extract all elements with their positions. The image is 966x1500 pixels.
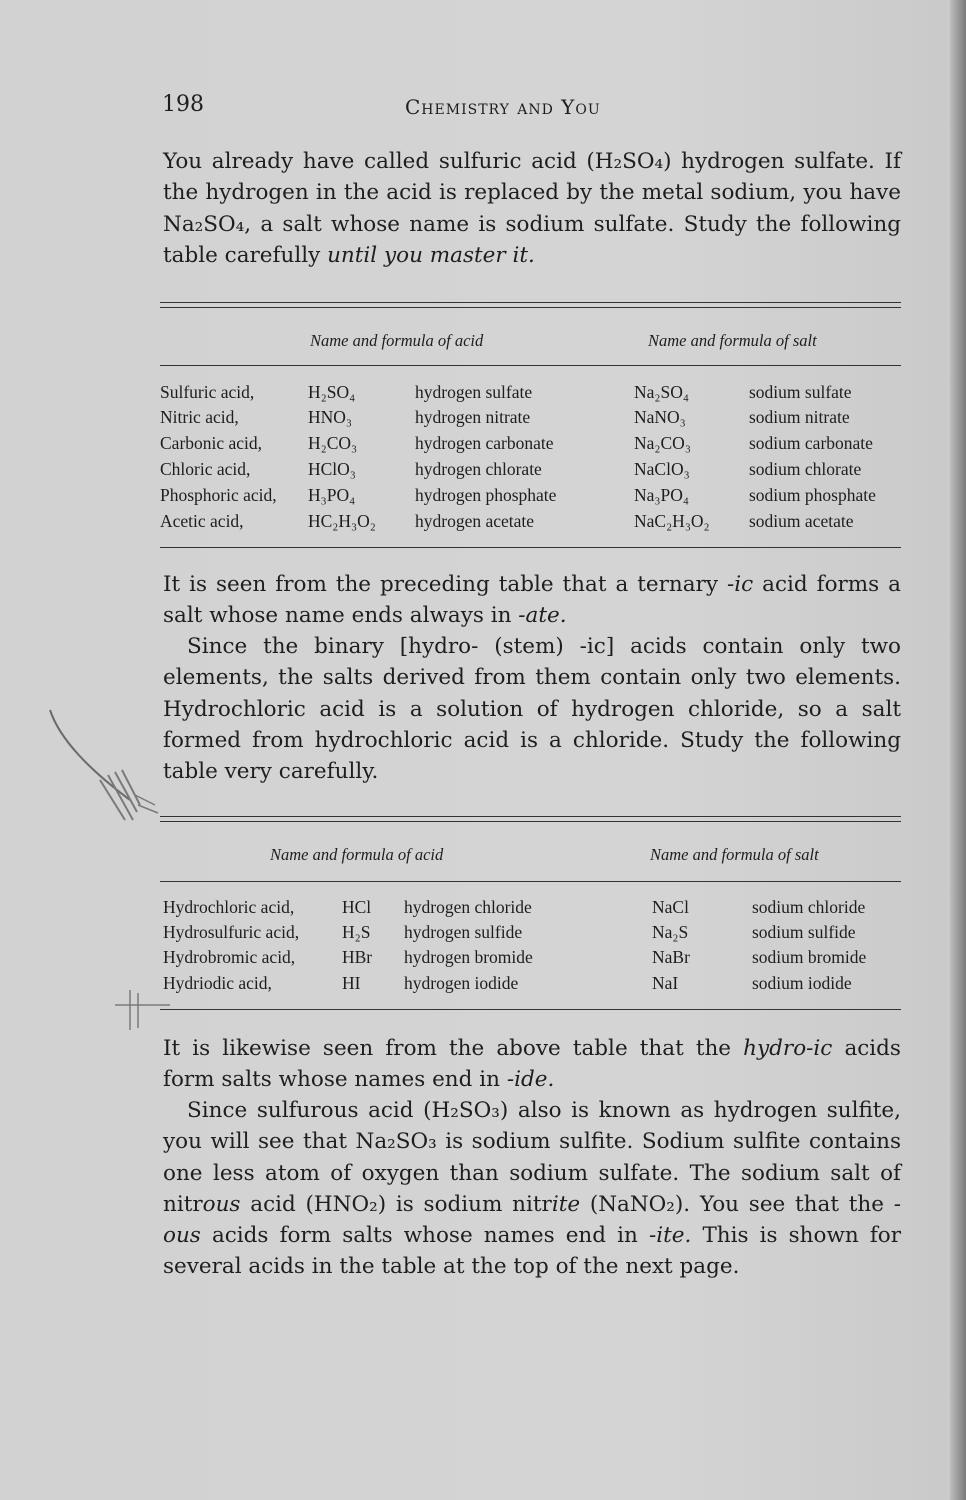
table2-salt-name: sodium chloride	[752, 897, 866, 917]
table1-salt-formula: Na₃PO₄	[634, 485, 689, 505]
term-hydro-ic: hydro-ic	[743, 1036, 833, 1061]
table1-salt-name: sodium sulfate	[749, 382, 852, 402]
page-edge-shadow	[950, 0, 966, 1500]
paragraph-hydro-ic-text-b: acids form salts whose names end in	[163, 1036, 901, 1093]
table2-acid: Hydrosulfuric acid,	[163, 922, 300, 942]
table1-header-acid: Name and formula of acid	[310, 331, 484, 350]
table2-header-rule	[160, 881, 901, 882]
paragraph-hydro-ic	[163, 1033, 901, 1096]
table1-header-salt: Name and formula of salt	[648, 331, 817, 350]
table1-formula: H₂SO₄	[308, 382, 356, 402]
table1-bottom-rule	[160, 547, 901, 548]
paragraph-ous-acids	[163, 1095, 901, 1283]
table2-salt-formula: NaI	[652, 973, 679, 993]
table2-formula: HCl	[342, 897, 372, 917]
table1-salt-name: sodium chlorate	[749, 459, 862, 479]
table1-salt-formula: NaC₂H₃O₂	[634, 511, 710, 531]
table1-salt-formula: Na₂SO₄	[634, 382, 689, 402]
table1-formula: HC₂H₃O₂	[308, 511, 376, 531]
suffix-ite: ite	[551, 1191, 581, 1217]
suffix-ide: -ide.	[506, 1067, 555, 1093]
table1-acid: Carbonic acid,	[160, 433, 263, 453]
paragraph-binary: Since the binary [hydro- (stem) -ic] acids contain only two elements, the salts derived from them contain only two elements. Hydrochloric acid is a solution of hydrogen chloride, so a salt formed from hydrochloric acid is a chloride. Study the following table very carefully.	[163, 634, 901, 785]
table1-acid: Phosphoric acid,	[160, 485, 277, 505]
table1-salt-name: sodium nitrate	[749, 407, 850, 427]
suffix-ate: -ate.	[518, 603, 567, 629]
table1-acid: Nitric acid,	[160, 407, 239, 427]
table2-salt-formula: NaCl	[652, 897, 689, 917]
paragraph-ous-text-d: acids form salts whose names end in	[211, 1223, 638, 1249]
table2-bottom-rule	[160, 1009, 901, 1010]
suffix-ous-2: -ous	[163, 1191, 902, 1249]
table1-salt-formula: NaClO₃	[634, 459, 690, 479]
table1-formula: H₃PO₄	[308, 485, 356, 505]
table2-salt-formula: NaBr	[652, 947, 690, 967]
paragraph-ous-text-e: This is shown for several acids in the table at the top of the next page.	[163, 1223, 902, 1280]
table2-acid: Hydriodic acid,	[163, 973, 272, 993]
paragraph-ternary-text-a: It is seen from the preceding table that a ternary	[163, 572, 718, 597]
paragraph-ternary-text-b: acid forms a salt whose name ends always in	[163, 572, 901, 629]
table1-salt-name: sodium acetate	[749, 511, 854, 531]
suffix-ite-2: -ite.	[648, 1223, 692, 1249]
table1-acid: Acetic acid,	[160, 511, 244, 531]
table1-salt-formula: Na₂CO₃	[634, 433, 691, 453]
table2-salt-name: sodium iodide	[752, 973, 852, 993]
table1-acid: Sulfuric acid,	[160, 382, 255, 402]
table2-acid: Hydrochloric acid,	[163, 897, 295, 917]
table1-formula: HClO₃	[308, 459, 356, 479]
table2-acid-name: hydrogen bromide	[404, 947, 533, 967]
table2-acid-name: hydrogen iodide	[404, 973, 519, 993]
table1-salt-formula: NaNO₃	[634, 407, 686, 427]
table1-formula: HNO₃	[308, 407, 353, 427]
table2-acid-name: hydrogen chloride	[404, 897, 532, 917]
table2-salt-name: sodium sulfide	[752, 922, 856, 942]
table1-acid: Chloric acid,	[160, 459, 251, 479]
table2-acid: Hydrobromic acid,	[163, 947, 296, 967]
table1-top-rule	[160, 302, 901, 308]
paragraph-intro-text: You already have called sulfuric acid (H₂SO₄) hydrogen sulfate. If the hydrogen in the acid is replaced by the metal sodium, you have Na₂SO₄, a salt whose name is sodium sulfate. Study the following table carefully	[163, 149, 901, 268]
table2-salt-formula: Na₂S	[652, 922, 689, 942]
suffix-ic: -ic	[726, 572, 754, 597]
table2-top-rule	[160, 816, 901, 822]
table2-acid-name: hydrogen sulfide	[404, 922, 523, 942]
table1-acid-name: hydrogen sulfate	[415, 382, 533, 402]
pencil-scribble-icon	[40, 700, 170, 840]
table1-acid-name: hydrogen acetate	[415, 511, 535, 531]
paragraph-ous-text-c: (NaNO₂). You see that the	[589, 1191, 884, 1217]
table1-header-rule	[160, 365, 901, 366]
table1-acid-name: hydrogen phosphate	[415, 485, 557, 505]
table2-header-salt: Name and formula of salt	[650, 845, 819, 864]
table1-salt-name: sodium carbonate	[749, 433, 873, 453]
running-title: Chemistry and You	[405, 95, 601, 119]
table2-formula: HI	[342, 973, 361, 993]
page-number: 198	[162, 92, 204, 117]
paragraph-intro-emphasis: until you master it.	[327, 242, 535, 268]
paragraph-hydro-ic-text-a: It is likewise seen from the above table that the	[163, 1036, 732, 1061]
table1-formula: H₂CO₃	[308, 433, 358, 453]
paragraph-ous-text-b: acid (HNO₂) is sodium nitr	[250, 1191, 552, 1217]
paragraph-intro	[163, 146, 901, 271]
table2-formula: HBr	[342, 947, 373, 967]
paragraph-ternary	[163, 569, 901, 632]
table2-salt-name: sodium bromide	[752, 947, 867, 967]
table2-header-acid: Name and formula of acid	[270, 845, 444, 864]
table1-acid-name: hydrogen nitrate	[415, 407, 531, 427]
table2-formula: H₂S	[342, 922, 371, 942]
table1-salt-name: sodium phosphate	[749, 485, 876, 505]
suffix-ous: ous	[202, 1191, 241, 1217]
paragraph-ous-text-a: Since sulfurous acid (H₂SO₃) also is known as hydrogen sulfite, you will see that Na₂SO₃ is sodium sulfite. Sodium sulfite contains one less atom of oxygen than sodium sulfate. The sodium salt of nitr	[163, 1098, 901, 1217]
table1-acid-name: hydrogen chlorate	[415, 459, 542, 479]
table1-acid-name: hydrogen carbonate	[415, 433, 554, 453]
pencil-tick-icon	[110, 985, 180, 1035]
